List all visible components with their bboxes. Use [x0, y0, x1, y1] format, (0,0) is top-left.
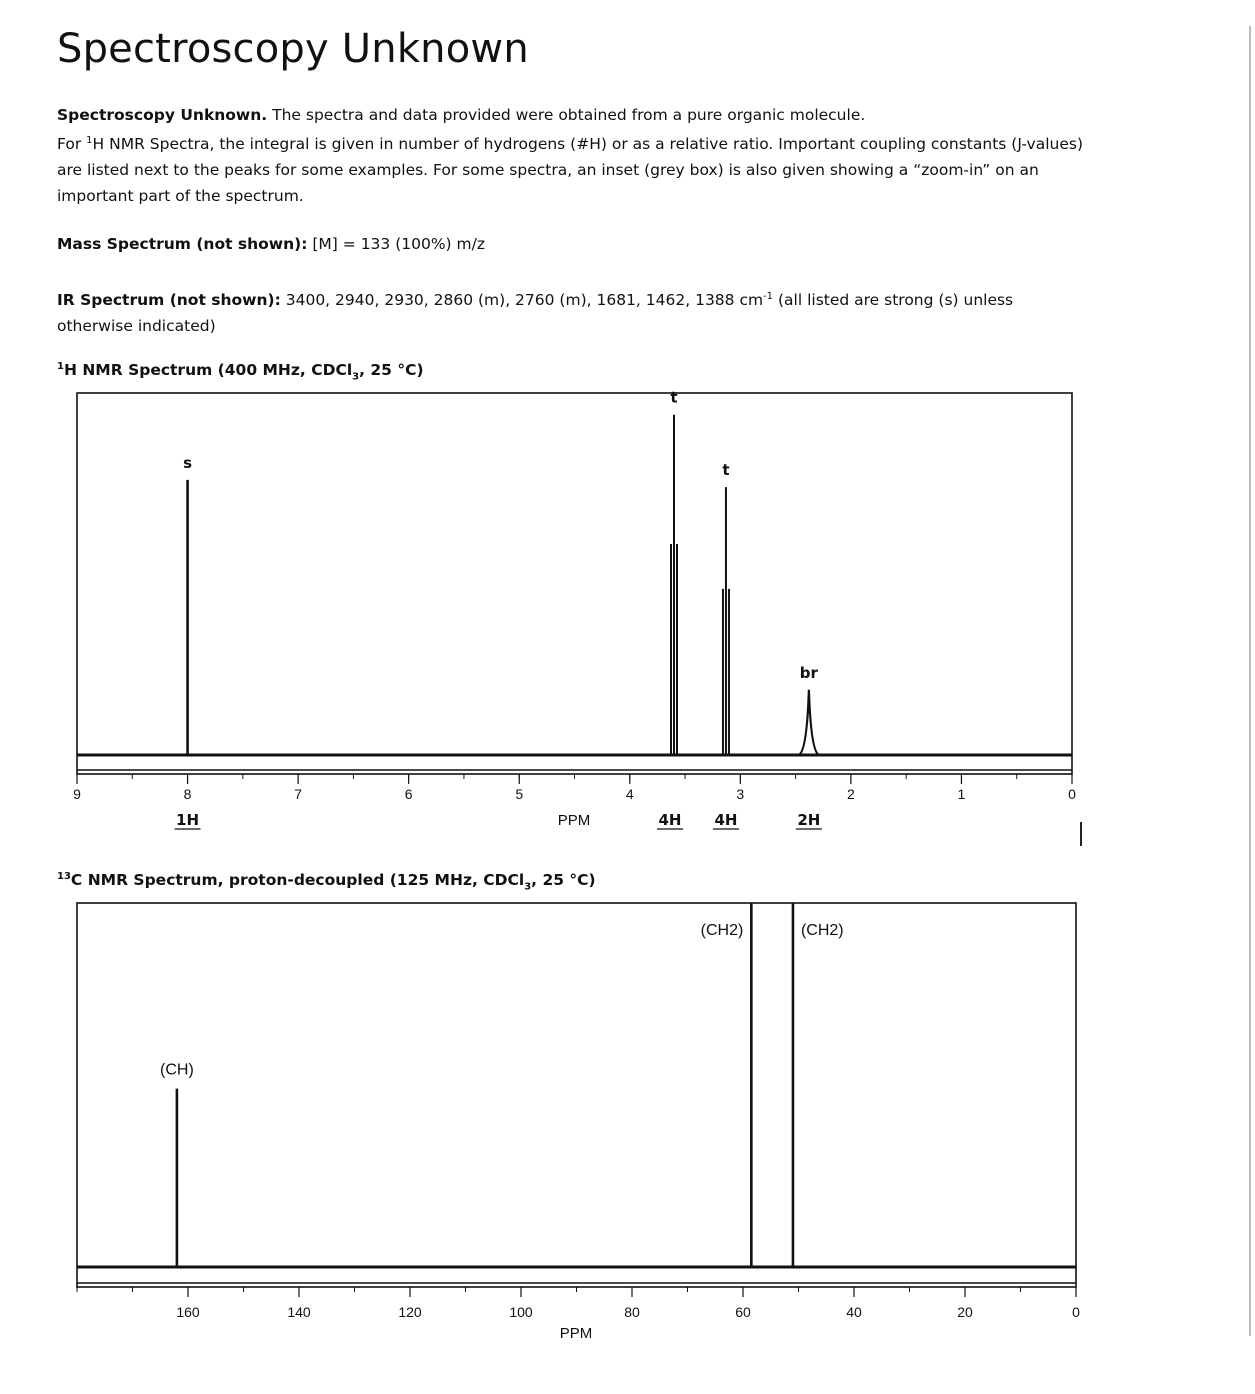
tick-label-5: 5 [515, 786, 524, 802]
tick-label-7: 7 [294, 786, 303, 802]
c-nmr-text: C NMR Spectrum, proton-decoupled (125 MHz, CDCl [70, 871, 525, 890]
x-axis-label: PPM [559, 1325, 593, 1342]
tick-label-6: 6 [404, 786, 413, 802]
peak-0-multiplicity: s [183, 453, 193, 472]
chart-frame [77, 903, 1076, 1287]
ir-value: 3400, 2940, 2930, 2860 (m), 2760 (m), 1681, 1462, 1388 cm [280, 291, 764, 310]
tick-label-4: 4 [625, 786, 634, 802]
h-nmr-sub: 3 [352, 371, 360, 383]
tick-label-160: 160 [176, 1304, 200, 1320]
intro-line2a: For [57, 135, 87, 154]
peak-3-multiplicity: br [799, 663, 818, 682]
tick-label-100: 100 [509, 1304, 533, 1320]
peak-3-broad [799, 690, 819, 755]
peak-3-integral: 2H [797, 811, 821, 829]
mass-label: Mass Spectrum (not shown): [57, 235, 308, 253]
tick-label-20: 20 [957, 1304, 973, 1320]
peak-0-integral: 1H [176, 811, 200, 829]
tick-label-2: 2 [846, 786, 855, 802]
peak-2-multiplicity: t [722, 461, 730, 480]
ir-tail: (all listed are strong (s) unless otherwise indicated) [57, 291, 1014, 336]
x-axis-label: PPM [557, 812, 591, 829]
h-nmr-sup: 1 [57, 361, 64, 372]
c-nmr-tail: , 25 °C) [531, 871, 596, 890]
peak-1-label: (CH2) [700, 922, 744, 939]
tick-label-8: 8 [183, 786, 192, 802]
intro-line1: The spectra and data provided were obtained from a pure organic molecule. [267, 106, 866, 124]
tick-label-40: 40 [846, 1304, 862, 1320]
mass-value: [M] = 133 (100%) m/z [307, 235, 485, 253]
tick-label-60: 60 [735, 1304, 751, 1320]
tick-label-120: 120 [398, 1304, 422, 1320]
tick-label-1: 1 [957, 786, 966, 802]
c-nmr-sup: 13 [57, 871, 71, 882]
ir-label: IR Spectrum (not shown): [57, 291, 281, 310]
ir-unit-sup: -1 [763, 291, 774, 302]
chart-frame [77, 393, 1072, 774]
h-nmr-tail: , 25 °C) [359, 361, 424, 380]
page-title: Spectroscopy Unknown [57, 26, 529, 72]
tick-label-0: 0 [1068, 786, 1076, 802]
peak-2-integral: 4H [714, 811, 738, 829]
tick-label-0: 0 [1072, 1304, 1080, 1320]
tick-label-140: 140 [287, 1304, 311, 1320]
intro-line2b: H NMR Spectra, the integral is given in number of hydrogens (#H) or as a relative ratio. Important coupling constants (J-values) are listed next to the peaks for some examples. For some spectra, an inset (grey box) is also given showing a “zoom-in” on an important part of the spectrum. [57, 135, 1083, 206]
peak-2-label: (CH2) [800, 922, 844, 939]
c-nmr-sub: 3 [524, 881, 532, 893]
h-nmr-text: H NMR Spectrum (400 MHz, CDCl [63, 361, 353, 380]
peak-1-integral: 4H [658, 811, 682, 829]
tick-label-9: 9 [73, 786, 81, 802]
tick-label-3: 3 [736, 786, 745, 802]
peak-1-multiplicity: t [670, 388, 678, 407]
intro-lead: Spectroscopy Unknown. [57, 106, 268, 124]
intro-sup: 1 [86, 135, 93, 146]
tick-label-80: 80 [624, 1304, 640, 1320]
peak-0-label: (CH) [160, 1061, 194, 1079]
